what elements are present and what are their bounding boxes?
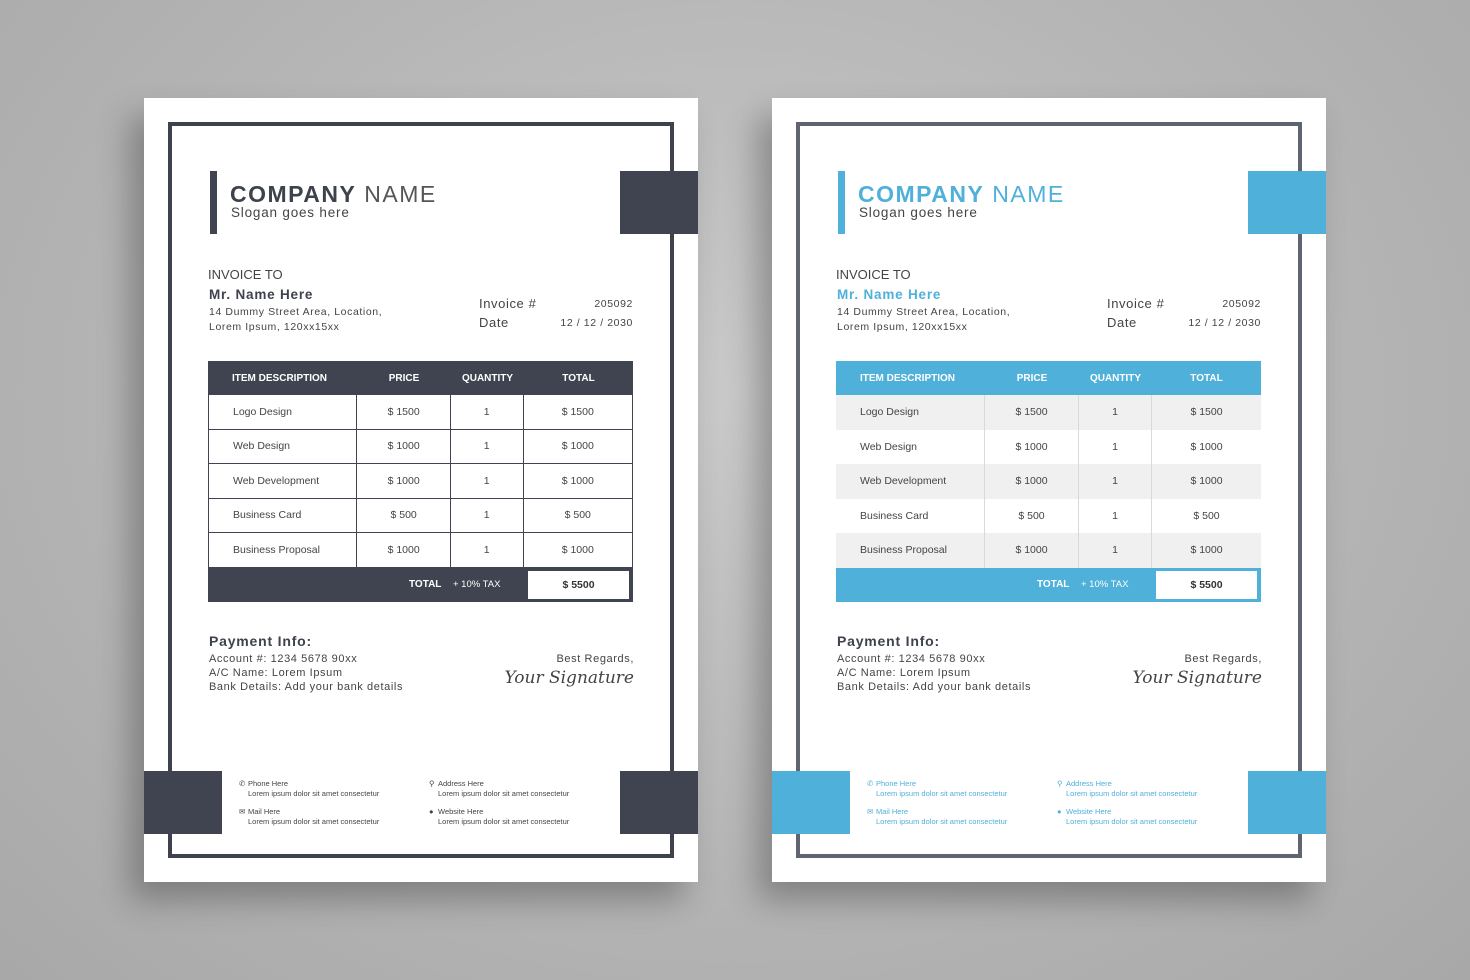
item-quantity: 1: [1079, 533, 1152, 568]
header-price: PRICE: [388, 372, 420, 384]
item-description: Business Proposal: [836, 533, 985, 568]
item-price: $ 1000: [985, 430, 1079, 465]
header-quantity: QUANTITY: [461, 372, 514, 384]
item-price: $ 1500: [985, 395, 1079, 430]
item-price: $ 1500: [357, 395, 451, 429]
total-label: TOTAL: [1037, 579, 1070, 590]
footer-website: [429, 807, 569, 827]
table-header: [208, 361, 633, 395]
table-row: [836, 395, 1261, 430]
item-total: $ 500: [564, 509, 591, 522]
globe-icon: ●: [429, 807, 434, 816]
item-price: $ 1000: [985, 464, 1079, 499]
table-row: [208, 533, 633, 568]
footer-mail: [867, 807, 1007, 827]
item-price: $ 500: [357, 499, 451, 533]
payment-info-title: Payment Info:: [209, 633, 312, 649]
item-quantity: 1: [451, 430, 524, 464]
total-bar: [836, 568, 1261, 602]
item-price: $ 1000: [985, 533, 1079, 568]
header-description: ITEM DESCRIPTION: [860, 372, 956, 384]
footer-address-title: Address Here: [1066, 779, 1112, 788]
item-description: Web Development: [836, 464, 985, 499]
client-address: [209, 305, 382, 335]
best-regards: Best Regards,: [556, 653, 634, 665]
company-name-bold: COMPANY: [230, 181, 357, 207]
company-name-light: NAME: [364, 181, 437, 207]
location-icon: ⚲: [1057, 779, 1063, 788]
account-number: Account #: 1234 5678 90xx: [209, 653, 358, 665]
item-price: $ 1000: [357, 430, 451, 464]
footer-phone: [867, 779, 1007, 799]
corner-block-bottom-left: [772, 771, 850, 834]
mail-icon: ✉: [867, 807, 874, 816]
item-quantity: 1: [451, 533, 524, 567]
company-name-light: NAME: [992, 181, 1065, 207]
globe-icon: ●: [1057, 807, 1062, 816]
item-quantity: 1: [1079, 395, 1152, 430]
total-value: $ 5500: [1156, 571, 1257, 599]
item-total: $ 500: [1193, 509, 1220, 522]
footer-address-text: Lorem ipsum dolor sit amet consectetur: [438, 789, 570, 798]
item-price: $ 1000: [357, 533, 451, 567]
invoice-date: 12 / 12 / 2030: [1188, 317, 1261, 329]
bank-details: Bank Details: Add your bank details: [209, 681, 404, 693]
invoice-number-label: Invoice #: [1107, 296, 1165, 311]
footer-website-text: Lorem ipsum dolor sit amet consectetur: [1066, 817, 1198, 826]
table-header: [836, 361, 1261, 395]
slogan: Slogan goes here: [231, 205, 350, 220]
footer-phone: [239, 779, 379, 799]
company-name-bold: COMPANY: [858, 181, 985, 207]
footer-address: [1057, 779, 1197, 799]
item-total: $ 1500: [1190, 406, 1223, 419]
slogan: Slogan goes here: [859, 205, 978, 220]
footer-mail-title: Mail Here: [876, 807, 909, 816]
corner-block-bottom-left: [144, 771, 222, 834]
item-total: $ 1000: [561, 440, 594, 453]
item-quantity: 1: [1079, 464, 1152, 499]
table-row: [836, 499, 1261, 534]
table-row: [208, 395, 633, 430]
footer-website-title: Website Here: [438, 807, 484, 816]
corner-block-top-right: [1248, 171, 1326, 234]
header-quantity: QUANTITY: [1089, 372, 1142, 384]
item-total: $ 1000: [561, 543, 594, 556]
payment-info-title: Payment Info:: [837, 633, 940, 649]
signature: Your Signature: [504, 668, 634, 688]
address-line-2: Lorem Ipsum, 120xx15xx: [837, 321, 968, 333]
item-price: $ 500: [985, 499, 1079, 534]
total-bar: [208, 568, 633, 602]
table-row: [836, 464, 1261, 499]
invoice-page-dark: [144, 98, 698, 882]
item-description: Business Card: [209, 499, 357, 533]
table-row: [208, 499, 633, 534]
footer-website-text: Lorem ipsum dolor sit amet consectetur: [438, 817, 570, 826]
invoice-date: 12 / 12 / 2030: [560, 317, 633, 329]
header-total: TOTAL: [1190, 372, 1223, 384]
footer-phone-title: Phone Here: [248, 779, 289, 788]
company-name: [230, 181, 437, 208]
items-table: [836, 361, 1261, 568]
total-label: TOTAL: [409, 579, 442, 590]
invoice-page-blue: [772, 98, 1326, 882]
footer-website: [1057, 807, 1197, 827]
item-total: $ 1500: [561, 405, 594, 418]
footer-mail-text: Lorem ipsum dolor sit amet consectetur: [876, 817, 1008, 826]
tax-label: + 10% TAX: [453, 579, 501, 590]
bank-details: Bank Details: Add your bank details: [837, 681, 1032, 693]
mail-icon: ✉: [239, 807, 246, 816]
footer-mail-title: Mail Here: [248, 807, 281, 816]
item-total: $ 1000: [1190, 475, 1223, 488]
signature: Your Signature: [1132, 668, 1262, 688]
footer-address-text: Lorem ipsum dolor sit amet consectetur: [1066, 789, 1198, 798]
footer-mail-text: Lorem ipsum dolor sit amet consectetur: [248, 817, 380, 826]
item-description: Logo Design: [209, 395, 357, 429]
item-total: $ 1000: [1190, 440, 1223, 453]
invoice-to-label: INVOICE TO: [836, 267, 911, 282]
invoice-number-label: Invoice #: [479, 296, 537, 311]
item-quantity: 1: [1079, 499, 1152, 534]
item-total: $ 1000: [561, 474, 594, 487]
client-name: Mr. Name Here: [209, 287, 314, 302]
item-quantity: 1: [451, 499, 524, 533]
item-quantity: 1: [1079, 430, 1152, 465]
footer-phone-text: Lorem ipsum dolor sit amet consectetur: [876, 789, 1008, 798]
client-name: Mr. Name Here: [837, 287, 942, 302]
header-accent-bar: [838, 171, 845, 234]
item-description: Business Card: [836, 499, 985, 534]
header-price: PRICE: [1016, 372, 1048, 384]
footer-phone-text: Lorem ipsum dolor sit amet consectetur: [248, 789, 380, 798]
footer-address-title: Address Here: [438, 779, 484, 788]
item-price: $ 1000: [357, 464, 451, 498]
address-line-1: 14 Dummy Street Area, Location,: [837, 306, 1011, 318]
item-description: Web Design: [209, 430, 357, 464]
date-label: Date: [1107, 315, 1137, 330]
item-description: Web Development: [209, 464, 357, 498]
address-line-1: 14 Dummy Street Area, Location,: [209, 306, 383, 318]
item-total: $ 1000: [1190, 544, 1223, 557]
phone-icon: ✆: [867, 779, 874, 788]
invoice-to-label: INVOICE TO: [208, 267, 283, 282]
best-regards: Best Regards,: [1184, 653, 1262, 665]
location-icon: ⚲: [429, 779, 435, 788]
invoice-number: 205092: [1222, 298, 1261, 310]
corner-block-top-right: [620, 171, 698, 234]
account-name: A/C Name: Lorem Ipsum: [209, 667, 343, 679]
table-row: [836, 533, 1261, 568]
date-label: Date: [479, 315, 509, 330]
item-description: Web Design: [836, 430, 985, 465]
tax-label: + 10% TAX: [1081, 579, 1129, 590]
header-total: TOTAL: [562, 372, 595, 384]
item-quantity: 1: [451, 464, 524, 498]
total-value: $ 5500: [528, 571, 629, 599]
table-row: [208, 430, 633, 465]
company-name: [858, 181, 1065, 208]
corner-block-bottom-right: [620, 771, 698, 834]
corner-block-bottom-right: [1248, 771, 1326, 834]
header-description: ITEM DESCRIPTION: [232, 372, 328, 384]
account-number: Account #: 1234 5678 90xx: [837, 653, 986, 665]
invoice-number: 205092: [594, 298, 633, 310]
footer-address: [429, 779, 569, 799]
header-accent-bar: [210, 171, 217, 234]
footer-mail: [239, 807, 379, 827]
footer-phone-title: Phone Here: [876, 779, 917, 788]
footer-website-title: Website Here: [1066, 807, 1112, 816]
table-row: [836, 430, 1261, 465]
item-description: Logo Design: [836, 395, 985, 430]
items-table: [208, 361, 633, 568]
account-name: A/C Name: Lorem Ipsum: [837, 667, 971, 679]
client-address: [837, 305, 1010, 335]
item-quantity: 1: [451, 395, 524, 429]
item-description: Business Proposal: [209, 533, 357, 567]
phone-icon: ✆: [239, 779, 246, 788]
address-line-2: Lorem Ipsum, 120xx15xx: [209, 321, 340, 333]
table-row: [208, 464, 633, 499]
